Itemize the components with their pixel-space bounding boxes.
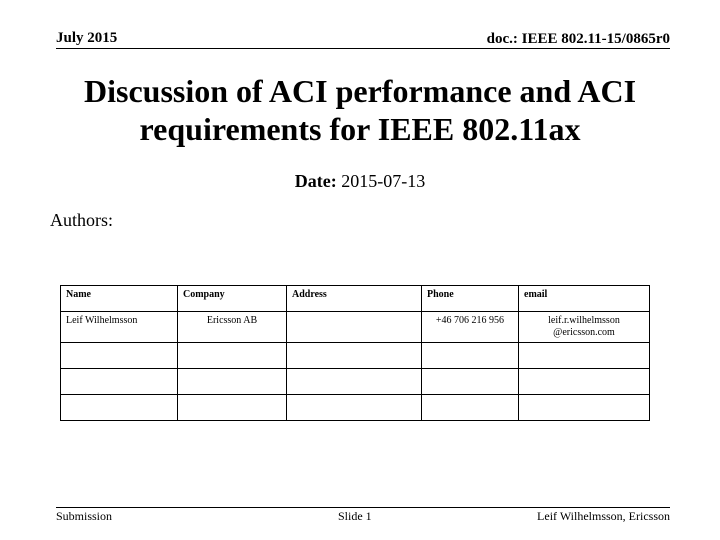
footer-author: Leif Wilhelmsson, Ericsson xyxy=(537,509,670,523)
table-row xyxy=(61,369,650,395)
cell-phone xyxy=(422,395,519,421)
footer-submission: Submission xyxy=(56,509,113,523)
cell-address xyxy=(287,343,422,369)
table-header-row xyxy=(61,286,650,312)
cell-name xyxy=(61,369,178,395)
cell-name xyxy=(61,395,178,421)
date-line xyxy=(0,171,720,192)
cell-email xyxy=(519,343,650,369)
footer-rule xyxy=(56,507,670,508)
cell-address xyxy=(287,369,422,395)
header-doc-id: doc.: IEEE 802.11-15/0865r0 xyxy=(486,31,670,47)
table-row xyxy=(61,395,650,421)
cell-company xyxy=(178,395,287,421)
header-date: July 2015 xyxy=(56,30,118,46)
cell-company xyxy=(178,369,287,395)
cell-phone xyxy=(422,369,519,395)
cell-company: Ericsson AB xyxy=(178,312,287,343)
cell-name xyxy=(61,343,178,369)
title-line-2: requirements for IEEE 802.11ax xyxy=(139,111,581,147)
header-company: Company xyxy=(178,286,287,312)
date-value: 2015-07-13 xyxy=(341,171,426,191)
cell-name: Leif Wilhelmsson xyxy=(61,312,178,343)
authors-table xyxy=(60,285,650,421)
table-row xyxy=(61,343,650,369)
cell-phone: +46 706 216 956 xyxy=(422,312,519,343)
cell-email xyxy=(519,395,650,421)
title-line-1: Discussion of ACI performance and ACI xyxy=(83,73,637,109)
header-phone: Phone xyxy=(422,286,519,312)
cell-phone xyxy=(422,343,519,369)
cell-email xyxy=(519,369,650,395)
cell-address xyxy=(287,312,422,343)
header-email: email xyxy=(519,286,650,312)
header-rule xyxy=(56,48,670,49)
cell-address xyxy=(287,395,422,421)
date-label: Date: xyxy=(294,171,337,191)
header-name: Name xyxy=(61,286,178,312)
footer-slide-number: Slide 1 xyxy=(338,509,372,523)
header-address: Address xyxy=(287,286,422,312)
authors-label: Authors: xyxy=(50,210,113,230)
table-row xyxy=(61,312,650,343)
slide-title xyxy=(40,72,680,148)
cell-company xyxy=(178,343,287,369)
cell-email: leif.r.wilhelmsson @ericsson.com xyxy=(519,312,650,343)
